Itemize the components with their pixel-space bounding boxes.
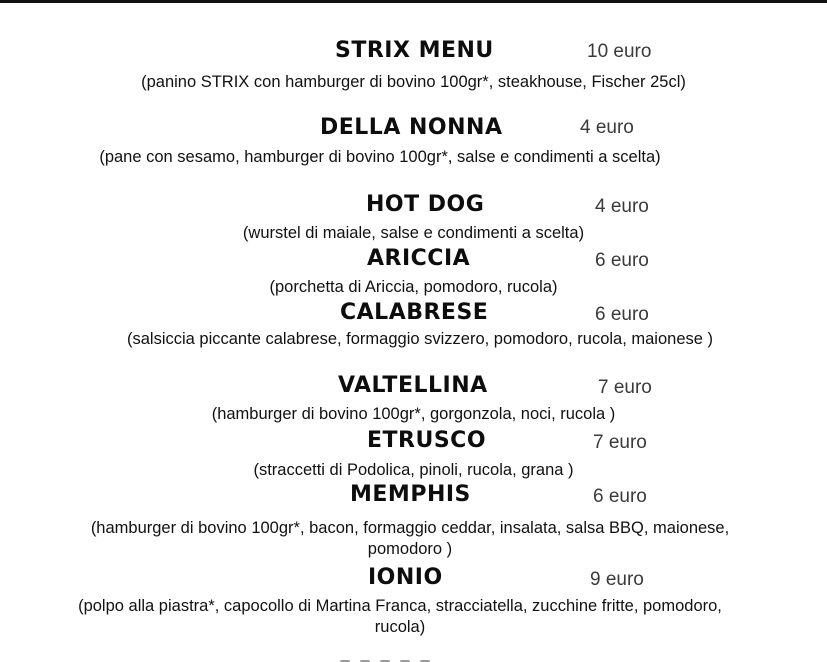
item-description: (panino STRIX con hamburger di bovino 100gr*, steakhouse, Fischer 25cl) <box>141 73 686 91</box>
item-name: ETRUSCO <box>367 428 487 453</box>
item-price: 7 euro <box>593 432 647 453</box>
item-description: (hamburger di bovino 100gr*, gorgonzola, noci, rucola ) <box>211 405 616 423</box>
item-name: STRIX MENU <box>335 38 494 63</box>
item-name: CALABRESE <box>340 300 489 325</box>
item-description: (porchetta di Ariccia, pomodoro, rucola) <box>269 278 558 296</box>
item-description: (salsiccia piccante calabrese, formaggio svizzero, pomodoro, rucola, maionese ) <box>126 330 714 348</box>
top-border-rule <box>0 0 827 3</box>
item-price: 6 euro <box>595 304 649 325</box>
item-name: ARICCIA <box>367 246 471 271</box>
item-price: 10 euro <box>587 41 652 62</box>
item-description: (straccetti di Podolica, pinoli, rucola, grana ) <box>253 461 574 479</box>
item-price: 4 euro <box>595 196 649 217</box>
item-description: (pane con sesamo, hamburger di bovino 100gr*, salse e condimenti a scelta) <box>99 148 661 166</box>
item-price: 6 euro <box>595 250 649 271</box>
item-price: 4 euro <box>580 117 634 138</box>
item-name: DELLA NONNA <box>320 115 503 140</box>
item-name: IONIO <box>368 565 443 590</box>
item-price: 9 euro <box>590 569 644 590</box>
item-name: HOT DOG <box>366 192 485 217</box>
item-name: MEMPHIS <box>350 482 471 507</box>
item-price: 6 euro <box>593 486 647 507</box>
item-description: (wurstel di maiale, salse e condimenti a scelta) <box>242 224 585 242</box>
item-name: VALTELLINA <box>338 373 488 398</box>
item-price: 7 euro <box>598 377 652 398</box>
item-description: (polpo alla piastra*, capocollo di Martina Franca, stracciatella, zucchine fritte, pomodoro, rucola) <box>78 597 722 636</box>
cropped-footer-text <box>340 657 530 662</box>
item-description: (hamburger di bovino 100gr*, bacon, formaggio ceddar, insalata, salsa BBQ, maionese, pomodoro ) <box>90 519 730 558</box>
